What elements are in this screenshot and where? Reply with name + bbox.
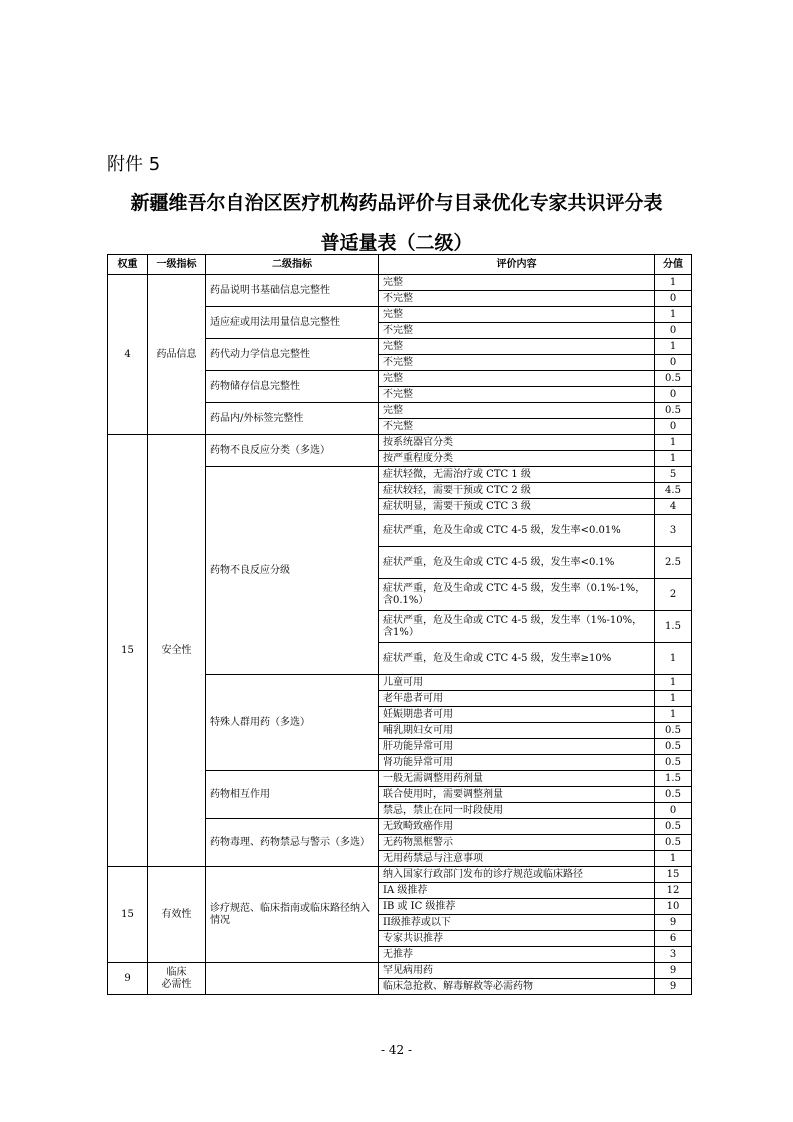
attachment-label: 附件 5 [107, 154, 161, 175]
evaluation-cell: IA 级推荐 [379, 883, 655, 899]
score-cell: 2.5 [655, 547, 692, 579]
evaluation-cell: 按严重程度分类 [379, 451, 655, 467]
evaluation-cell: 完整 [379, 307, 655, 323]
evaluation-cell: IB 或 IC 级推荐 [379, 899, 655, 915]
score-cell: 1.5 [655, 771, 692, 787]
score-cell: 1 [655, 643, 692, 675]
primary-indicator-cell: 安全性 [148, 435, 206, 867]
score-cell: 1 [655, 675, 692, 691]
score-cell: 9 [655, 963, 692, 979]
score-cell: 0.5 [655, 403, 692, 419]
secondary-indicator-cell: 特殊人群用药（多选） [206, 675, 379, 771]
evaluation-cell: 完整 [379, 275, 655, 291]
score-cell: 1 [655, 851, 692, 867]
secondary-indicator-cell: 药代动力学信息完整性 [206, 339, 379, 371]
evaluation-cell: 无推荐 [379, 947, 655, 963]
score-cell: 0 [655, 419, 692, 435]
primary-indicator-cell: 临床 必需性 [148, 963, 206, 995]
secondary-indicator-cell: 药物相互作用 [206, 771, 379, 819]
secondary-indicator-cell: 诊疗规范、临床指南或临床路径纳入情况 [206, 867, 379, 963]
table-row [108, 275, 692, 291]
secondary-indicator-cell: 药物不良反应分类（多选） [206, 435, 379, 467]
weight-cell: 15 [108, 867, 148, 963]
evaluation-cell: 儿童可用 [379, 675, 655, 691]
evaluation-cell: 一般无需调整用药剂量 [379, 771, 655, 787]
evaluation-cell: 症状严重，危及生命或 CTC 4-5 级，发生率≥10% [379, 643, 655, 675]
score-cell: 9 [655, 915, 692, 931]
evaluation-cell: 不完整 [379, 387, 655, 403]
primary-indicator-cell: 药品信息 [148, 275, 206, 435]
document-title: 新疆维吾尔自治区医疗机构药品评价与目录优化专家共识评分表 [130, 192, 663, 214]
score-cell: 0.5 [655, 371, 692, 387]
score-cell: 1 [655, 451, 692, 467]
secondary-indicator-cell [206, 963, 379, 995]
header-primary-indicator: 一级指标 [148, 255, 206, 275]
header-secondary-indicator: 二级指标 [206, 255, 379, 275]
evaluation-cell: 完整 [379, 339, 655, 355]
evaluation-cell: 不完整 [379, 419, 655, 435]
scoring-table [107, 254, 692, 995]
score-cell: 1 [655, 435, 692, 451]
evaluation-cell: 按系统器官分类 [379, 435, 655, 451]
score-cell: 12 [655, 883, 692, 899]
score-cell: 2 [655, 579, 692, 611]
score-cell: 3 [655, 515, 692, 547]
secondary-indicator-cell: 药物不良反应分级 [206, 467, 379, 675]
score-cell: 1 [655, 307, 692, 323]
table-body [108, 275, 692, 995]
evaluation-cell: 哺乳期妇女可用 [379, 723, 655, 739]
score-cell: 1 [655, 707, 692, 723]
score-cell: 10 [655, 899, 692, 915]
score-cell: 6 [655, 931, 692, 947]
score-cell: 0 [655, 387, 692, 403]
evaluation-cell: 临床急抢救、解毒解救等必需药物 [379, 979, 655, 995]
score-cell: 15 [655, 867, 692, 883]
document-subtitle: 普适量表（二级） [320, 232, 473, 254]
evaluation-cell: 不完整 [379, 323, 655, 339]
evaluation-cell: 老年患者可用 [379, 691, 655, 707]
score-cell: 0 [655, 355, 692, 371]
header-weight: 权重 [108, 255, 148, 275]
table-row [108, 963, 692, 979]
secondary-indicator-cell: 药品说明书基础信息完整性 [206, 275, 379, 307]
evaluation-cell: 症状严重，危及生命或 CTC 4-5 级，发生率（0.1%-1%，含0.1%） [379, 579, 655, 611]
score-cell: 4 [655, 499, 692, 515]
score-cell: 0.5 [655, 835, 692, 851]
evaluation-cell: 联合使用时，需要调整剂量 [379, 787, 655, 803]
evaluation-cell: 无致畸致癌作用 [379, 819, 655, 835]
primary-indicator-cell: 有效性 [148, 867, 206, 963]
score-cell: 0.5 [655, 755, 692, 771]
weight-cell: 4 [108, 275, 148, 435]
score-cell: 0 [655, 291, 692, 307]
header-score: 分值 [655, 255, 692, 275]
secondary-indicator-cell: 适应症或用法用量信息完整性 [206, 307, 379, 339]
evaluation-cell: 完整 [379, 371, 655, 387]
evaluation-cell: 纳入国家行政部门发布的诊疗规范或临床路径 [379, 867, 655, 883]
score-cell: 0 [655, 803, 692, 819]
secondary-indicator-cell: 药物毒理、药物禁忌与警示（多选） [206, 819, 379, 867]
evaluation-cell: 无用药禁忌与注意事项 [379, 851, 655, 867]
score-cell: 0.5 [655, 739, 692, 755]
evaluation-cell: 专家共识推荐 [379, 931, 655, 947]
score-cell: 1 [655, 275, 692, 291]
table-row [108, 867, 692, 883]
score-cell: 0 [655, 323, 692, 339]
evaluation-cell: 症状严重，危及生命或 CTC 4-5 级，发生率<0.1% [379, 547, 655, 579]
evaluation-cell: 罕见病用药 [379, 963, 655, 979]
evaluation-cell: 症状严重，危及生命或 CTC 4-5 级，发生率<0.01% [379, 515, 655, 547]
evaluation-cell: 症状明显，需要干预或 CTC 3 级 [379, 499, 655, 515]
header-evaluation: 评价内容 [379, 255, 655, 275]
score-cell: 4.5 [655, 483, 692, 499]
evaluation-cell: 不完整 [379, 291, 655, 307]
score-cell: 1 [655, 339, 692, 355]
evaluation-cell: 症状轻微，无需治疗或 CTC 1 级 [379, 467, 655, 483]
page-number: - 42 - [380, 1043, 412, 1057]
secondary-indicator-cell: 药物储存信息完整性 [206, 371, 379, 403]
evaluation-cell: 症状严重，危及生命或 CTC 4-5 级，发生率（1%-10%，含1%） [379, 611, 655, 643]
evaluation-cell: 不完整 [379, 355, 655, 371]
score-cell: 9 [655, 979, 692, 995]
score-cell: 1.5 [655, 611, 692, 643]
score-cell: 0.5 [655, 787, 692, 803]
weight-cell: 15 [108, 435, 148, 867]
score-cell: 3 [655, 947, 692, 963]
evaluation-cell: 妊娠期患者可用 [379, 707, 655, 723]
evaluation-cell: 肾功能异常可用 [379, 755, 655, 771]
weight-cell: 9 [108, 963, 148, 995]
evaluation-cell: 症状较轻，需要干预或 CTC 2 级 [379, 483, 655, 499]
evaluation-cell: 禁忌，禁止在同一时段使用 [379, 803, 655, 819]
table-header-row [108, 255, 692, 275]
evaluation-cell: 无药物黑框警示 [379, 835, 655, 851]
secondary-indicator-cell: 药品内/外标签完整性 [206, 403, 379, 435]
score-cell: 0.5 [655, 723, 692, 739]
evaluation-cell: 完整 [379, 403, 655, 419]
score-cell: 1 [655, 691, 692, 707]
table-row [108, 435, 692, 451]
score-cell: 0.5 [655, 819, 692, 835]
score-cell: 5 [655, 467, 692, 483]
evaluation-cell: II级推荐或以下 [379, 915, 655, 931]
evaluation-cell: 肝功能异常可用 [379, 739, 655, 755]
